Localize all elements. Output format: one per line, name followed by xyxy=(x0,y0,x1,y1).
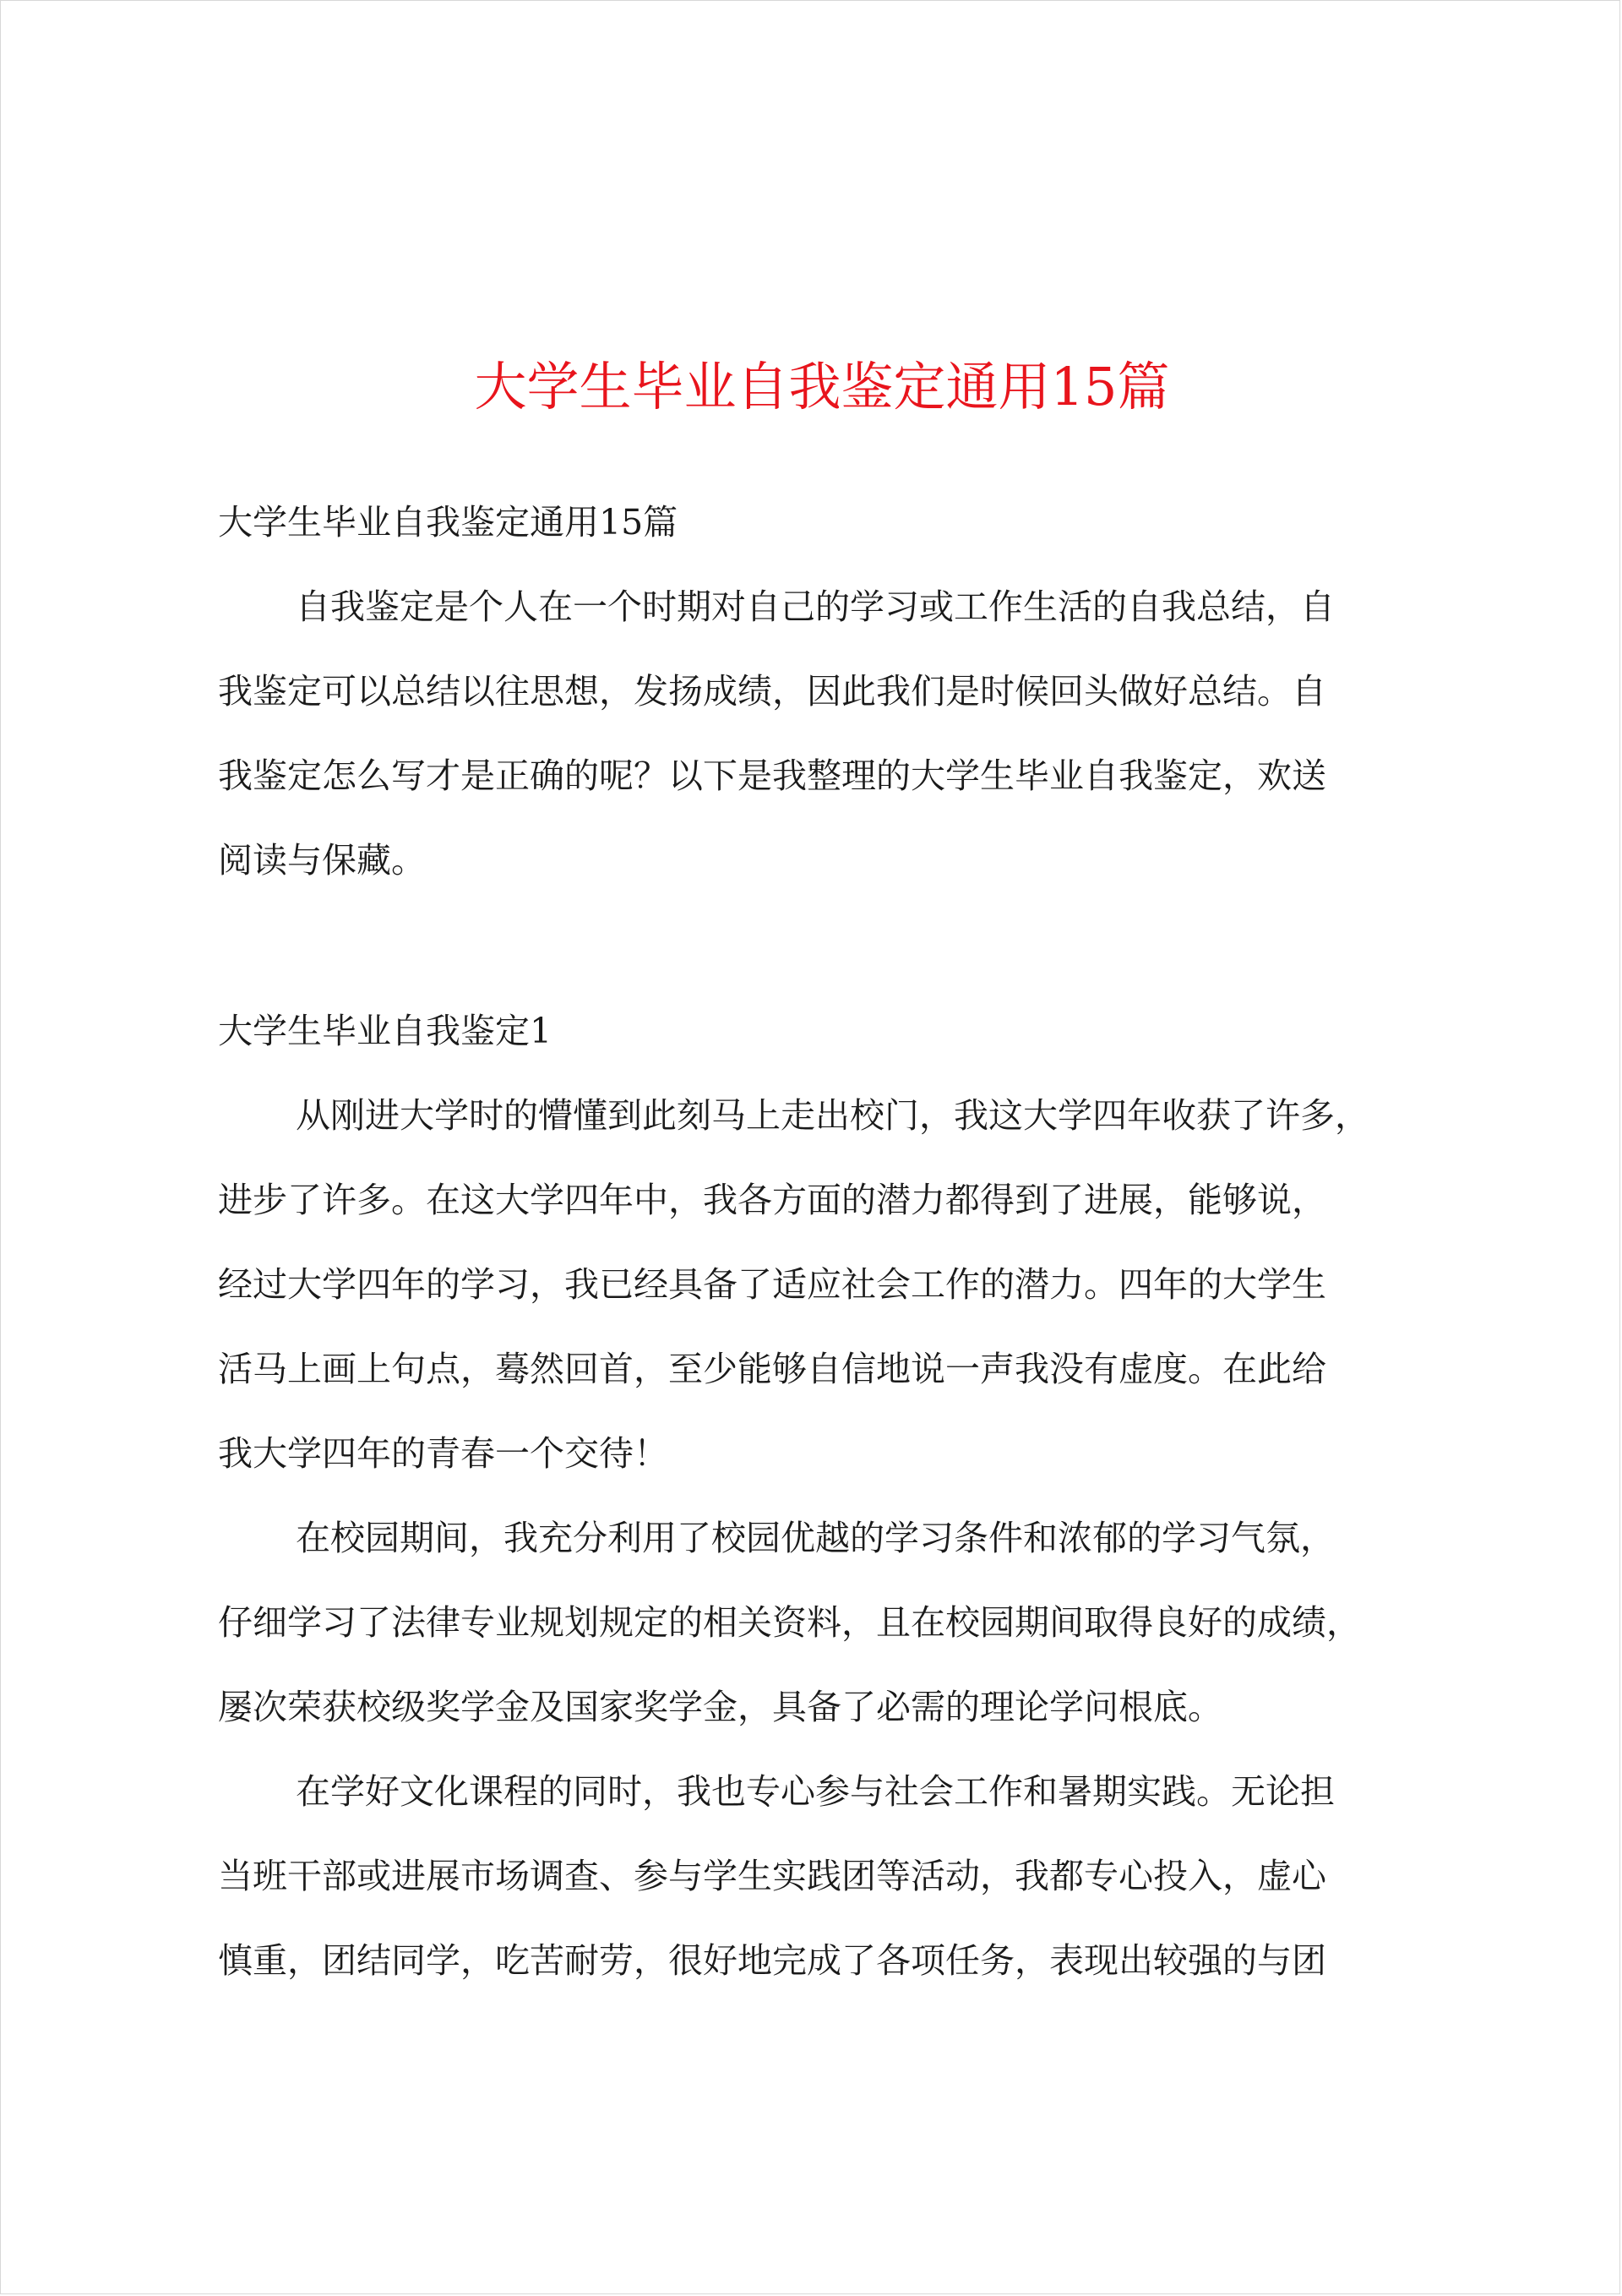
intro-line: 我鉴定可以总结以往思想，发扬成绩，因此我们是时候回头做好总结。自 xyxy=(218,671,1326,712)
paragraph-line: 在学好文化课程的同时，我也专心参与社会工作和暑期实践。无论担 xyxy=(296,1771,1335,1812)
intro-line: 我鉴定怎么写才是正确的呢？以下是我整理的大学生毕业自我鉴定，欢送 xyxy=(218,755,1326,796)
document-subtitle: 大学生毕业自我鉴定通用15篇 xyxy=(218,502,678,543)
paragraph-line: 在校园期间，我充分利用了校园优越的学习条件和浓郁的学习气氛， xyxy=(296,1518,1335,1558)
paragraph-line: 从刚进大学时的懵懂到此刻马上走出校门，我这大学四年收获了许多， xyxy=(296,1095,1369,1136)
intro-paragraph xyxy=(218,564,1426,903)
paragraph-line: 我大学四年的青春一个交待！ xyxy=(218,1433,668,1474)
paragraph-line: 活马上画上句点，蓦然回首，至少能够自信地说一声我没有虚度。在此给 xyxy=(218,1349,1326,1389)
paragraph-line: 进步了许多。在这大学四年中，我各方面的潜力都得到了进展，能够说， xyxy=(218,1180,1326,1220)
paragraph-3 xyxy=(218,1749,1426,2003)
paragraph-2 xyxy=(218,1496,1426,1749)
document-title: 大学生毕业自我鉴定通用15篇 xyxy=(474,356,1170,417)
paragraph-1 xyxy=(218,1073,1426,1496)
paragraph-line: 仔细学习了法律专业规划规定的相关资料，且在校园期间取得良好的成绩， xyxy=(218,1602,1361,1643)
intro-line: 自我鉴定是个人在一个时期对自己的学习或工作生活的自我总结，自 xyxy=(296,586,1335,627)
paragraph-line: 经过大学四年的学习，我已经具备了适应社会工作的潜力。四年的大学生 xyxy=(218,1264,1326,1305)
paragraph-line: 屡次荣获校级奖学金及国家奖学金，具备了必需的理论学问根底。 xyxy=(218,1687,1222,1727)
intro-line: 阅读与保藏。 xyxy=(218,840,426,881)
paragraph-line: 当班干部或进展市场调查、参与学生实践团等活动，我都专心投入，虚心 xyxy=(218,1856,1326,1896)
paragraph-line: 慎重，团结同学，吃苦耐劳，很好地完成了各项任务，表现出较强的与团 xyxy=(218,1940,1326,1981)
section-heading: 大学生毕业自我鉴定1 xyxy=(218,1011,552,1051)
